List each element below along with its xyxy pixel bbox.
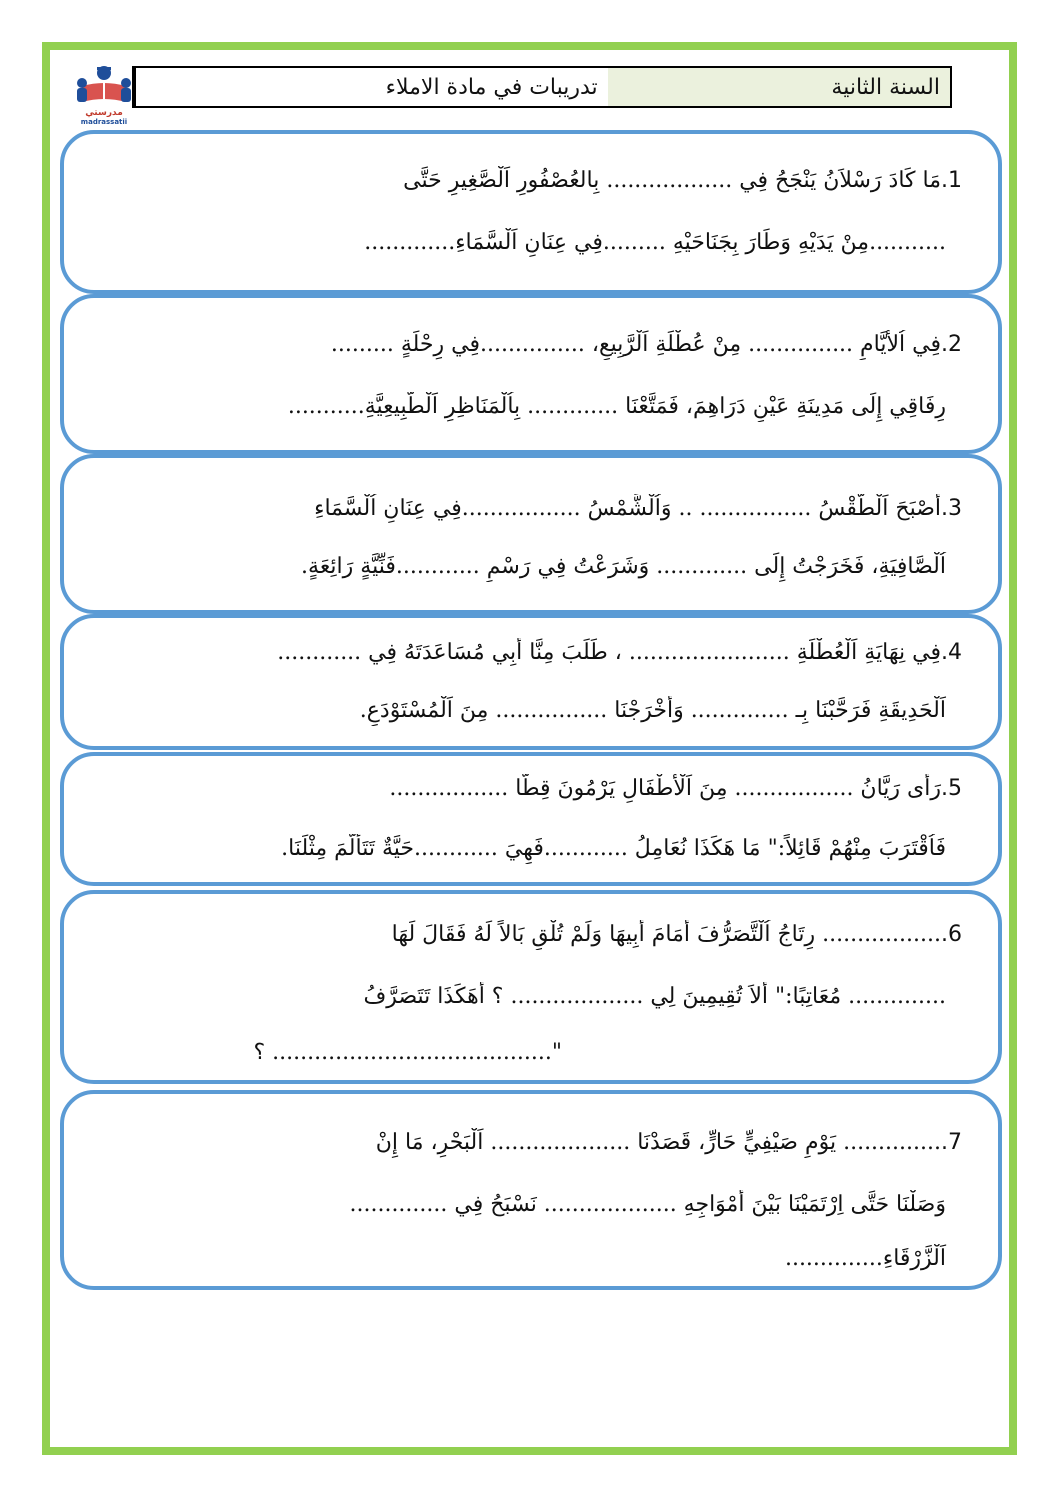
- header-table: [132, 66, 952, 108]
- madrassati-logo: [66, 64, 142, 126]
- exercise-number: 3.: [941, 496, 962, 521]
- exercise-line: "........................................ ؟: [253, 1040, 562, 1065]
- exercise-line: اَلْحَدِيقَةِ فَرَحَّبْنَا بِـ .............. وَأَخْرَجْنَا ................ مِنَ اَلْمُسْتَوْدَعِ.: [359, 698, 946, 723]
- exercise-card-2: [60, 294, 1002, 454]
- logo-arabic-name: مدرستي: [85, 108, 123, 118]
- school-year: السنة الثانية: [831, 74, 940, 100]
- exercise-line: ...........مِنْ يَدَيْهِ وَطَارَ بِجَنَاحَيْهِ .........فِي عِنَانِ اَلْسَّمَاءِ.............: [364, 230, 946, 255]
- exercise-number: 2.: [941, 332, 962, 357]
- exercise-line: رَأَى رَيَّانُ ................. مِنَ اَلْأَطْفَالِ يَرْمُونَ قِطًّا .................: [389, 776, 941, 801]
- exercise-line: .............. يَوْمٍ صَيْفِيٍّ حَارٍّ، قَصَدْنَا .................... اَلْبَحْرِ، مَا إِنْ: [375, 1130, 941, 1155]
- exercise-line: أَصْبَحَ اَلْطَّقْسُ ................ .. وَاُلْشَّمْسُ .................فِي عِنَانِ اُلْسَّمَاءِ: [314, 496, 941, 521]
- exercise-line: اُلْصَّافِيَةِ، فَخَرَجْتُ إِلَى ............. وَشَرَعْتُ فِي رَسْمِ ............فَنِّيَّةٍ رَائِعَةٍ.: [301, 554, 946, 579]
- exercise-card-3: [60, 454, 1002, 614]
- exercise-card-1: [60, 130, 1002, 294]
- exercise-number: 7.: [941, 1130, 962, 1155]
- exercise-card-7: [60, 1090, 1002, 1290]
- exercise-line: فَاُقْتَرَبَ مِنْهُمْ قَائِلاً:" مَا هَكَذَا نُعَامِلُ ............فَهِيَ ............حَيَّةٌ تَتَأَلَّمَ مِثْلَنَا.: [281, 836, 946, 861]
- exercise-line: اَلْزَّرْقَاءِ..............: [784, 1246, 946, 1271]
- exercise-number: 1.: [941, 168, 962, 193]
- exercise-line: وَصَلْنَا حَتَّى اِرْتَمَيْنَا بَيْنَ أَمْوَاجِهِ ................... نَسْبَحُ فِي ..............: [349, 1192, 946, 1217]
- exercise-card-4: [60, 614, 1002, 750]
- exercise-line: مَا كَادَ رَسْلاَنُ يَنْجَحُ فِي .................. بِالعُصْفُورِ اَلْصَّغِيرِ حَتَّى: [403, 168, 941, 193]
- exercise-line: فِي اُلأَيَّامِ ............... مِنْ عُطْلَةِ اَلْرَّبِيعِ، ...............فِي رِحْلَةٍ .........: [330, 332, 941, 357]
- exercise-line: ................. رِتَاجُ اُلْتَّصَرُّفَ أَمَامَ أَبِيهَا وَلَمْ تُلْقِ بَالاً لَهُ فَقَالَ لَهَا: [391, 922, 941, 947]
- exercise-card-6: [60, 890, 1002, 1084]
- exercise-line: فِي نِهَايَةِ اَلْعُطْلَةِ ....................... ، طَلَبَ مِنَّا أَبِي مُسَاعَدَتَهُ فِي ............: [277, 640, 941, 665]
- subject-title: تدريبات في مادة الاملاء: [134, 68, 608, 106]
- exercise-card-5: [60, 752, 1002, 886]
- exercise-number: 4.: [941, 640, 962, 665]
- exercise-line: رِفَاقِي إِلَى مَدِينَةِ عَيْنِ دَرَاهِمَ، فَمَتَّعْنَا ............. بِاُلْمَنَاظِرِ اَلْطَّبِيعِيَّةِ...........: [287, 394, 946, 419]
- exercise-line: .............. مُعَاتِبًا:" أَلاَ تُقِيمِينَ لِي ................... ؟ أَهَكَذَا تَتَصَرَّفُ: [363, 984, 946, 1009]
- logo-icon: [66, 64, 142, 110]
- exercise-number: 6.: [941, 922, 962, 947]
- exercise-number: 5.: [941, 776, 962, 801]
- logo-latin-name: madrassatii: [80, 118, 128, 126]
